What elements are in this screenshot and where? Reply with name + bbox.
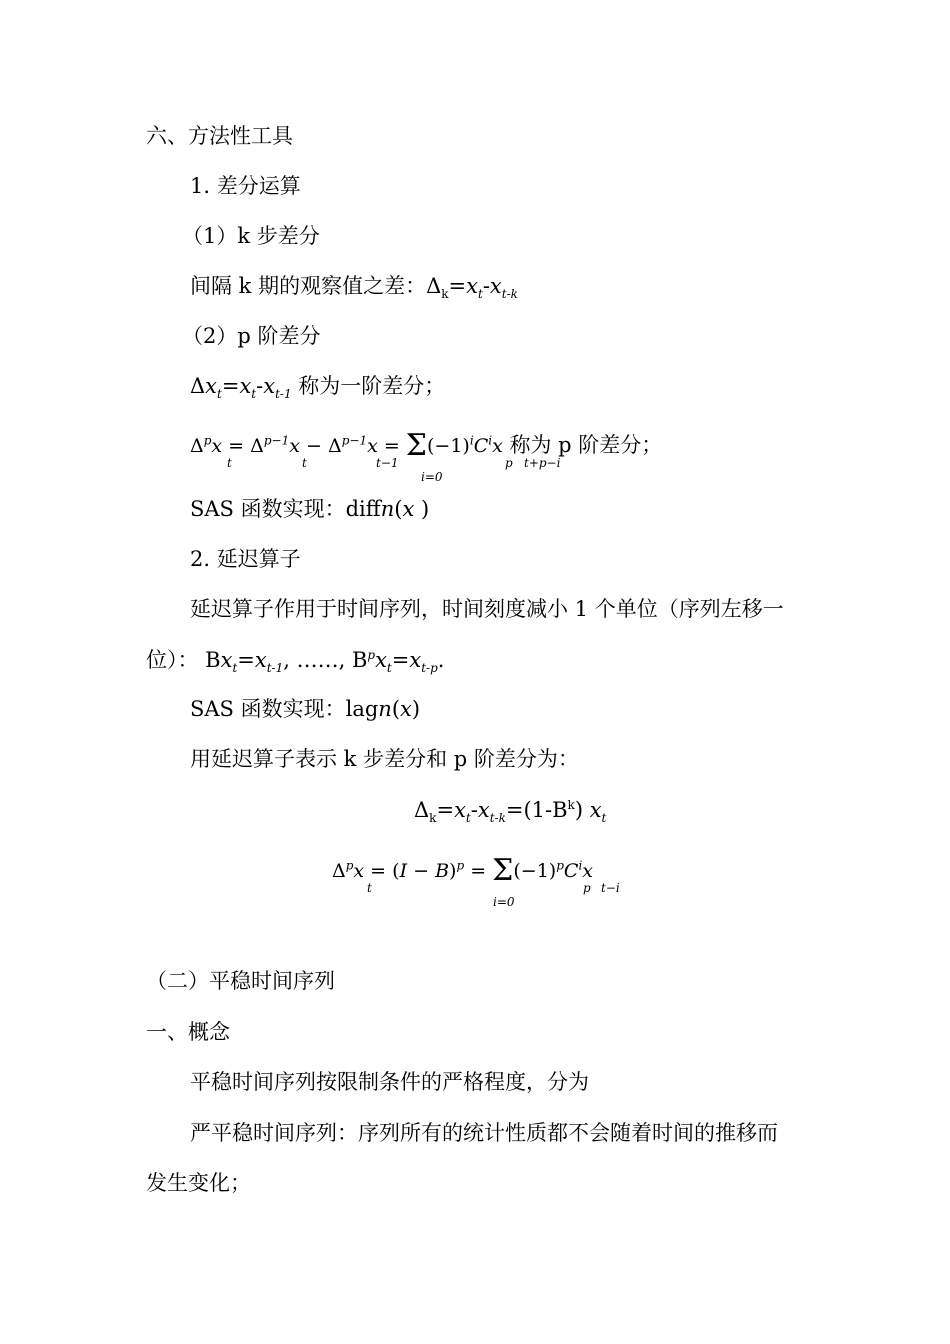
sym: Δ xyxy=(332,860,346,882)
var: C xyxy=(563,860,579,882)
formula-k-step-lag xyxy=(414,795,606,825)
sym: ) xyxy=(574,798,590,822)
text: 位）： B xyxy=(146,648,221,672)
subscript: t-k xyxy=(489,811,506,826)
var: C xyxy=(473,435,489,457)
var: B xyxy=(435,860,450,882)
sup: p xyxy=(345,858,354,873)
first-order-difference xyxy=(190,371,445,401)
subheading-concept: 一、概念 xyxy=(146,1020,230,1044)
var: x xyxy=(367,435,378,457)
sum-symbol: Σ xyxy=(492,853,514,888)
sup: i xyxy=(488,433,493,448)
subscript: t xyxy=(232,661,238,676)
var: x xyxy=(239,374,252,398)
var: I xyxy=(399,860,408,882)
item-k-step-difference: （1）k 步差分 xyxy=(182,224,320,248)
text: ( xyxy=(394,497,403,521)
subscript: t xyxy=(251,387,257,402)
var: x xyxy=(454,798,466,822)
sub-t: t xyxy=(302,456,307,470)
sym: (−1) xyxy=(427,435,470,457)
var: x xyxy=(263,374,276,398)
sup: p xyxy=(203,433,212,448)
subscript: t xyxy=(601,811,607,826)
var: x xyxy=(466,274,478,298)
subscript: k xyxy=(429,811,437,826)
strict-stationary-paragraph: 严平稳时间序列：序列所有的统计性质都不会随着时间的推移而 xyxy=(190,1121,778,1145)
sub-t-1: t−1 xyxy=(376,456,399,470)
sas-lag xyxy=(190,694,420,724)
sup: p xyxy=(556,858,564,873)
var: x xyxy=(289,435,300,457)
k-step-definition xyxy=(190,271,518,301)
sym: = ( xyxy=(364,860,400,882)
text: 间隔 k 期的观察值之差：Δ xyxy=(190,274,442,298)
subscript: t-p xyxy=(421,661,438,676)
sup: p−1 xyxy=(263,433,290,448)
subscript: t xyxy=(217,387,222,402)
var: n xyxy=(380,497,395,521)
var: x xyxy=(211,435,223,457)
text: 称为一阶差分； xyxy=(291,374,446,398)
sym: Δ xyxy=(190,435,204,457)
sup: p xyxy=(367,648,376,662)
var: x xyxy=(582,860,594,882)
sup: p−1 xyxy=(341,433,368,448)
text: . xyxy=(437,648,445,672)
var: x xyxy=(254,648,267,672)
sub-t: t xyxy=(367,881,372,895)
subheading-lag-operator: 2. 延迟算子 xyxy=(190,547,301,571)
sub-p: p xyxy=(583,881,591,895)
text: 称为 p 阶差分； xyxy=(502,433,663,457)
sub-t: t xyxy=(227,456,232,470)
sum-symbol: Σ xyxy=(405,428,428,463)
lag-operator-paragraph-cont xyxy=(146,645,444,675)
sup: i xyxy=(469,433,474,448)
sym: − xyxy=(407,860,436,882)
sub-t-i: t−i xyxy=(601,881,620,895)
subscript: t-1 xyxy=(275,387,292,402)
sym: = xyxy=(377,435,406,457)
stationary-intro: 平稳时间序列按限制条件的严格程度，分为 xyxy=(190,1070,589,1094)
sup: k xyxy=(567,798,575,812)
section-heading-stationary: （二）平稳时间序列 xyxy=(146,969,335,993)
subscript: k xyxy=(441,287,449,302)
var: x xyxy=(589,798,602,822)
text: ) xyxy=(411,697,421,721)
subscript: t-k xyxy=(501,287,518,302)
text: , ……, B xyxy=(283,648,368,672)
var: n xyxy=(378,697,392,721)
text: - xyxy=(482,274,490,298)
text: SAS 函数实现：lag xyxy=(190,697,379,721)
subscript: t xyxy=(386,661,392,676)
sup: i xyxy=(578,858,583,873)
sym: = xyxy=(464,860,493,882)
sym: ) xyxy=(449,860,457,882)
section-heading-methods: 六、方法性工具 xyxy=(146,124,293,148)
text: ) xyxy=(414,497,430,521)
text: Δ xyxy=(190,374,206,398)
var: x xyxy=(220,648,233,672)
sym: - xyxy=(470,798,478,822)
sub-p: p xyxy=(505,456,513,470)
var: x xyxy=(400,697,412,721)
text: = xyxy=(391,648,410,672)
sym: = xyxy=(436,798,455,822)
sym: (−1) xyxy=(513,860,557,882)
sum-lower-limit: i=0 xyxy=(421,470,443,484)
subscript: t-1 xyxy=(266,661,284,676)
sup: p xyxy=(456,858,465,873)
text: - xyxy=(256,374,264,398)
text: = xyxy=(221,374,240,398)
subscript: t xyxy=(477,287,483,302)
sub-t+p-i: t+p−i xyxy=(524,456,561,470)
var: x xyxy=(402,497,415,521)
sum-lower-limit: i=0 xyxy=(493,895,515,909)
subscript: t xyxy=(465,811,471,826)
var: x xyxy=(492,435,503,457)
strict-stationary-paragraph-cont: 发生变化； xyxy=(146,1171,251,1195)
text: ( xyxy=(391,697,401,721)
lag-representation-intro: 用延迟算子表示 k 步差分和 p 阶差分为： xyxy=(190,747,579,771)
sym: − Δ xyxy=(299,435,342,457)
sym: Δ xyxy=(414,798,430,822)
item-p-order-difference: （2）p 阶差分 xyxy=(182,324,321,348)
sym: =(1-B xyxy=(505,798,568,822)
lag-operator-paragraph: 延迟算子作用于时间序列，时间刻度减小 1 个单位（序列左移一 xyxy=(190,597,784,621)
sym: = Δ xyxy=(222,435,264,457)
var: x xyxy=(477,798,490,822)
text: = xyxy=(448,274,467,298)
var: x xyxy=(205,374,218,398)
var: x xyxy=(489,274,502,298)
var: x xyxy=(375,648,387,672)
sas-diff xyxy=(190,494,429,524)
var: x xyxy=(353,860,365,882)
subheading-differencing: 1. 差分运算 xyxy=(190,174,301,198)
text: SAS 函数实现：diff xyxy=(190,497,381,521)
var: x xyxy=(409,648,422,672)
text: = xyxy=(237,648,255,672)
